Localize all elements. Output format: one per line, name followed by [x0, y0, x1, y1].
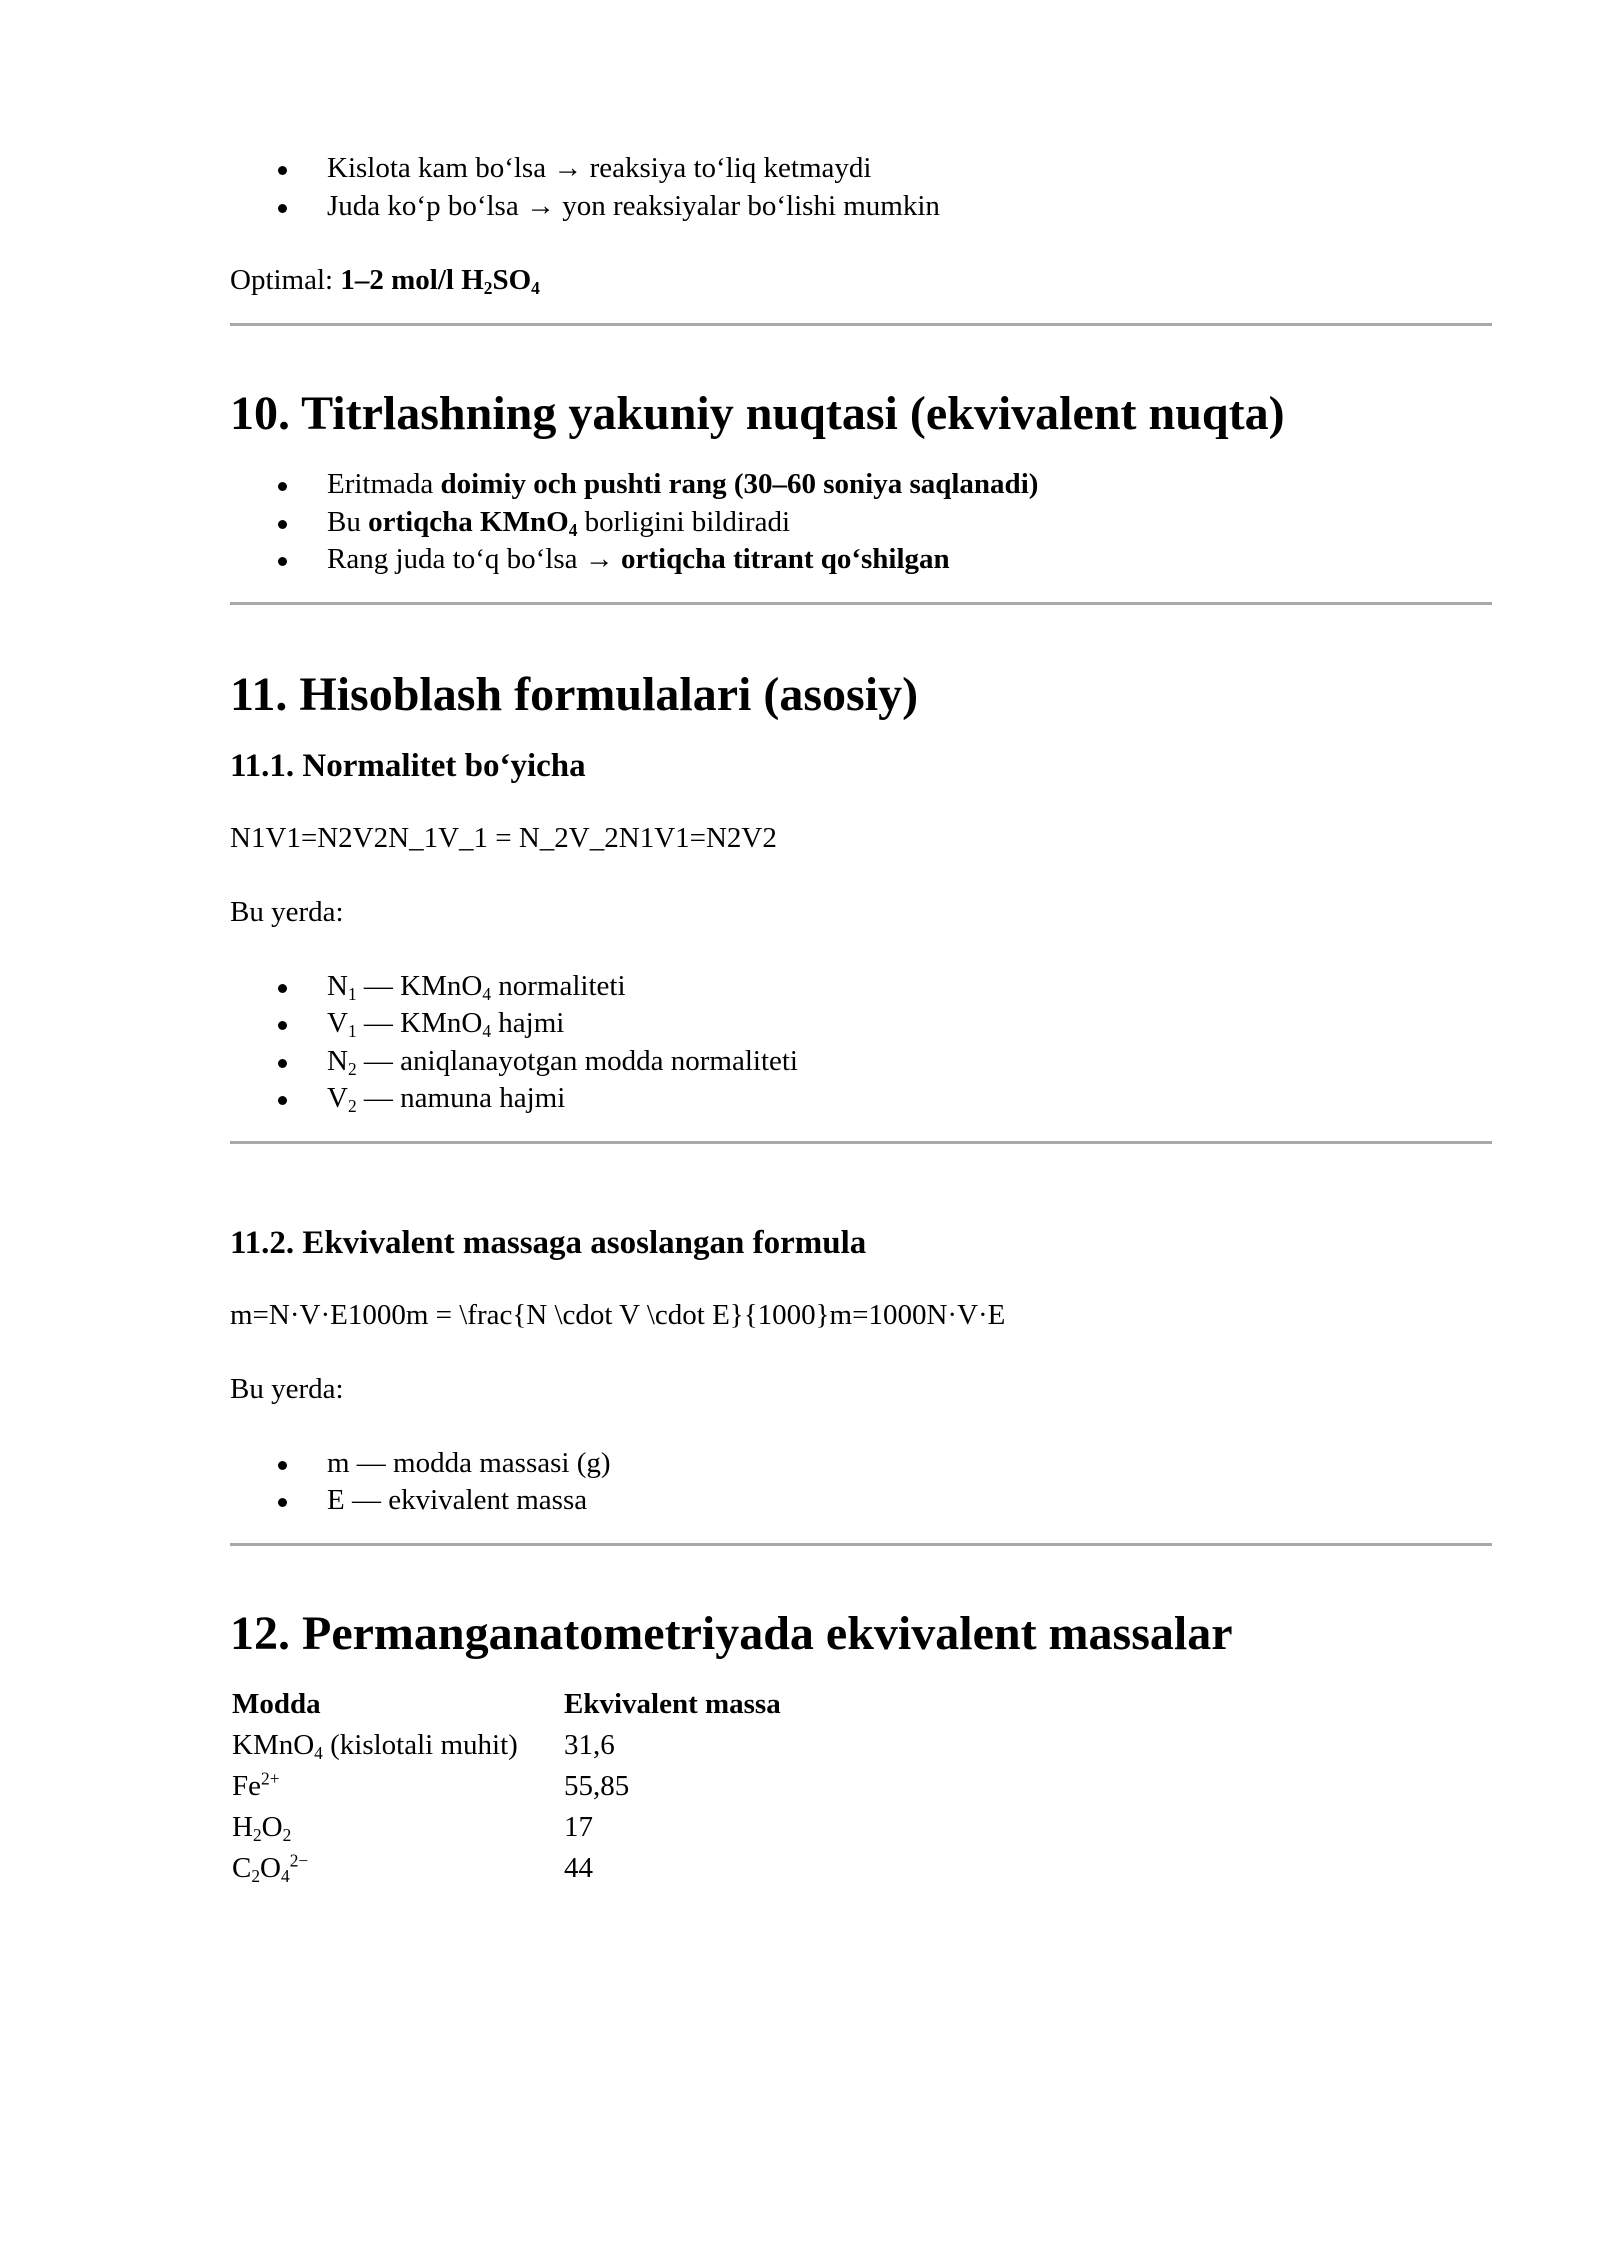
formula-part: 1–2 mol/l H	[340, 264, 484, 296]
list-text-bold: doimiy och pushti rang (30–60 soniya saqlanadi)	[440, 468, 1039, 500]
table-row	[230, 1807, 785, 1848]
arrow-icon: →	[553, 152, 583, 184]
subsection-11-1-title: 11.1. Normalitet bo‘yicha	[230, 747, 586, 784]
normality-variables-list	[230, 968, 1490, 1118]
list-item	[230, 1445, 1490, 1483]
optimal-label: Optimal:	[230, 264, 334, 296]
equivalent-mass-table	[230, 1684, 785, 1889]
list-text: namuna hajmi	[400, 1082, 566, 1114]
formula-part: O	[261, 1810, 283, 1843]
list-item	[230, 466, 1490, 504]
list-item	[230, 1043, 1490, 1081]
formula-part: O	[260, 1851, 281, 1884]
substance-cell	[230, 1725, 562, 1766]
list-text: hajmi	[498, 1007, 565, 1039]
formula-part: KMnO	[232, 1728, 315, 1761]
list-item	[230, 1080, 1490, 1118]
list-text: Rang juda to‘q bo‘lsa	[327, 543, 578, 575]
variable-symbol: N	[327, 969, 348, 1002]
document-page	[230, 150, 1490, 1889]
section-divider	[230, 1543, 1492, 1546]
dash: —	[363, 1007, 393, 1039]
list-text-bold	[368, 506, 577, 538]
list-item	[230, 968, 1490, 1006]
list-text-bold: ortiqcha titrant qo‘shilgan	[620, 543, 950, 575]
formula-part: (kislotali muhit)	[322, 1728, 518, 1761]
intro-list	[230, 150, 1490, 225]
list-text: Eritmada	[327, 468, 434, 500]
subscript: 2	[282, 1824, 292, 1845]
mass-variables-list	[230, 1445, 1490, 1520]
list-item	[230, 188, 1490, 226]
substance-cell	[230, 1807, 562, 1848]
list-text: Bu	[327, 505, 361, 538]
equivalent-mass-cell: 17	[564, 1810, 593, 1843]
list-item	[230, 1005, 1490, 1043]
subscript: 2	[347, 1058, 357, 1079]
optimal-value	[340, 264, 540, 299]
column-header-substance: Modda	[232, 1687, 321, 1720]
section-12-title: 12. Permanganatometriyada ekvivalent massalar	[230, 1606, 1233, 1660]
formula-part: ortiqcha KMnO	[368, 505, 569, 538]
table-header-row	[230, 1684, 785, 1725]
list-item	[230, 150, 1490, 188]
subscript: 2	[483, 278, 493, 299]
variable-symbol: V	[327, 1082, 348, 1114]
table-row	[230, 1725, 785, 1766]
where-label: Bu yerda:	[230, 895, 344, 928]
section-11-title: 11. Hisoblash formulalari (asosiy)	[230, 667, 919, 721]
formula-part: KMnO	[400, 1007, 483, 1039]
subscript: 1	[347, 983, 357, 1004]
variable-symbol: V	[327, 1007, 348, 1039]
equivalent-mass-cell: 31,6	[564, 1728, 615, 1761]
section-10-title: 10. Titrlashning yakuniy nuqtasi (ekvivalent nuqta)	[230, 387, 1285, 440]
formula-part: C	[232, 1851, 252, 1884]
list-text: yon reaksiyalar bo‘lishi mumkin	[562, 189, 940, 222]
substance-cell	[230, 1848, 562, 1889]
list-text: Juda ko‘p bo‘lsa	[327, 189, 519, 222]
variable-symbol: N	[327, 1044, 348, 1077]
arrow-icon: →	[525, 189, 555, 222]
column-header-equivalent-mass: Ekvivalent massa	[564, 1687, 781, 1720]
subscript: 1	[347, 1021, 357, 1042]
superscript: 2+	[261, 1768, 280, 1789]
table-row	[230, 1848, 785, 1889]
section-divider	[230, 602, 1492, 605]
subsection-11-2-title: 11.2. Ekvivalent massaga asoslangan formula	[230, 1224, 867, 1261]
section-10-list	[230, 466, 1490, 579]
subscript: 4	[314, 1742, 323, 1763]
list-text: normaliteti	[498, 969, 626, 1002]
subscript: 2	[252, 1824, 262, 1845]
formula-part: H	[232, 1810, 253, 1843]
arrow-icon: →	[584, 543, 614, 575]
formula-part: SO	[492, 264, 532, 296]
equivalent-mass-cell: 55,85	[564, 1769, 630, 1802]
dash: —	[363, 1044, 393, 1077]
formula-mass: m=N·V·E1000m = \frac{N \cdot V \cdot E}{1000}m=1000N·V·E	[230, 1298, 1006, 1331]
subscript: 2	[347, 1096, 357, 1117]
where-label: Bu yerda:	[230, 1372, 344, 1405]
list-text: m — modda massasi (g)	[327, 1446, 611, 1479]
formula-part: Fe	[232, 1769, 261, 1802]
list-text: borligini bildiradi	[584, 505, 791, 538]
superscript: 2−	[289, 1850, 309, 1871]
list-text: reaksiya to‘liq ketmaydi	[589, 152, 872, 184]
subscript: 4	[281, 1865, 290, 1886]
list-text: aniqlanayotgan modda normaliteti	[400, 1044, 798, 1077]
list-text: Kislota kam bo‘lsa	[327, 152, 547, 184]
list-item	[230, 541, 1490, 579]
subscript: 4	[531, 278, 540, 299]
formula-normality: N1V1=N2V2N_1V_1 = N_2V_2N1V1=N2V2	[230, 821, 777, 854]
optimal-line	[230, 262, 1490, 299]
list-item	[230, 504, 1490, 542]
list-item	[230, 1482, 1490, 1520]
section-divider	[230, 1141, 1492, 1144]
substance-cell	[230, 1766, 562, 1807]
dash: —	[363, 1082, 393, 1114]
subscript: 4	[482, 983, 492, 1004]
table-row	[230, 1766, 785, 1807]
dash: —	[363, 969, 393, 1002]
subscript: 4	[482, 1021, 492, 1042]
equivalent-mass-cell: 44	[564, 1851, 593, 1884]
subscript: 2	[251, 1865, 261, 1886]
formula-part: KMnO	[400, 969, 483, 1002]
section-divider	[230, 323, 1492, 326]
subscript: 4	[568, 519, 578, 540]
list-text: E — ekvivalent massa	[327, 1484, 588, 1516]
